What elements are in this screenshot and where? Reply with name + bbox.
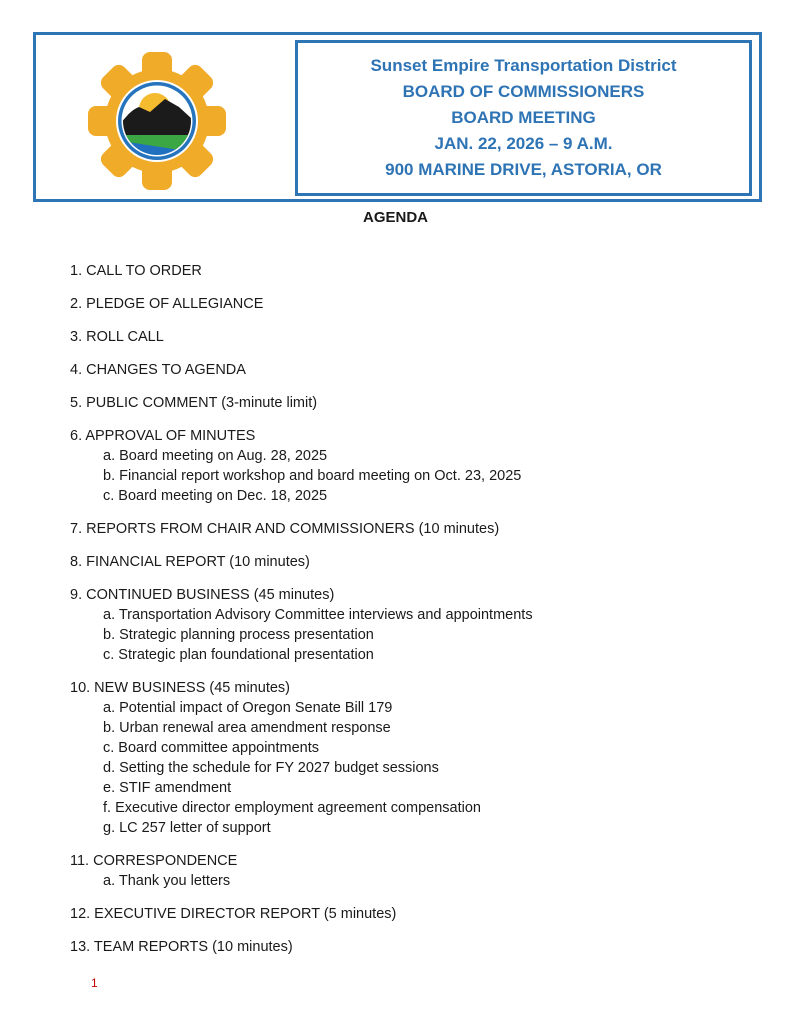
agenda-subitem: a. Thank you letters <box>103 873 231 889</box>
agenda-item-group <box>70 261 750 281</box>
agenda-subitem: c. Strategic plan foundational presentation <box>103 647 374 663</box>
agenda-item: 10. NEW BUSINESS (45 minutes) <box>70 680 290 696</box>
agenda-item: 5. PUBLIC COMMENT (3-minute limit) <box>70 395 318 411</box>
agenda-subitem: b. Strategic planning process presentation <box>103 627 374 643</box>
org-name-line: Sunset Empire Transportation District <box>370 56 677 75</box>
agenda-item-group <box>70 678 750 838</box>
agenda-title: AGENDA <box>362 209 428 226</box>
agenda-subitem: a. Potential impact of Oregon Senate Bill 179 <box>103 700 393 716</box>
agenda-item-group <box>70 519 750 539</box>
agenda-item-group <box>70 360 750 380</box>
agenda-item-group <box>70 426 750 506</box>
agenda-item: 2. PLEDGE OF ALLEGIANCE <box>70 296 264 312</box>
agenda-item: 13. TEAM REPORTS (10 minutes) <box>70 939 293 955</box>
agenda-subitem: b. Financial report workshop and board meeting on Oct. 23, 2025 <box>103 468 522 484</box>
agenda-item: 4. CHANGES TO AGENDA <box>70 362 246 378</box>
agenda-subitem: g. LC 257 letter of support <box>103 820 271 836</box>
agenda-subitem: a. Board meeting on Aug. 28, 2025 <box>103 448 328 464</box>
meeting-type-line: BOARD MEETING <box>451 108 596 127</box>
agenda-item-group <box>70 294 750 314</box>
agenda-item: 9. CONTINUED BUSINESS (45 minutes) <box>70 587 335 603</box>
agenda-item-group <box>70 585 750 665</box>
agenda-subitem: c. Board committee appointments <box>103 740 319 756</box>
meeting-info-box <box>295 40 752 196</box>
agenda-item: 6. APPROVAL OF MINUTES <box>70 428 256 444</box>
agenda-item-group <box>70 327 750 347</box>
agenda-item-group <box>70 393 750 413</box>
agenda-list <box>70 261 750 970</box>
agenda-item: 12. EXECUTIVE DIRECTOR REPORT (5 minutes) <box>70 906 397 922</box>
agenda-subitem: e. STIF amendment <box>103 780 232 796</box>
agenda-item-group <box>70 851 750 891</box>
date-time-line: JAN. 22, 2026 – 9 A.M. <box>434 134 613 153</box>
agenda-item: 3. ROLL CALL <box>70 329 164 345</box>
gear-landscape-logo-icon <box>86 51 228 191</box>
agenda-subitem: c. Board meeting on Dec. 18, 2025 <box>103 488 328 504</box>
board-line: BOARD OF COMMISSIONERS <box>402 82 645 101</box>
agenda-subitem: f. Executive director employment agreement compensation <box>103 800 481 816</box>
district-logo <box>86 51 228 191</box>
agenda-subitem: d. Setting the schedule for FY 2027 budget sessions <box>103 760 439 776</box>
agenda-item-group <box>70 552 750 572</box>
page-number: 1 <box>91 976 98 990</box>
agenda-item: 8. FINANCIAL REPORT (10 minutes) <box>70 554 310 570</box>
agenda-item-group <box>70 937 750 957</box>
agenda-item: 1. CALL TO ORDER <box>70 263 202 279</box>
agenda-item: 11. CORRESPONDENCE <box>70 853 238 869</box>
agenda-subitem: b. Urban renewal area amendment response <box>103 720 391 736</box>
agenda-subitem: a. Transportation Advisory Committee interviews and appointments <box>103 607 533 623</box>
agenda-item-group <box>70 904 750 924</box>
address-line: 900 MARINE DRIVE, ASTORIA, OR <box>385 160 662 179</box>
agenda-item: 7. REPORTS FROM CHAIR AND COMMISSIONERS (10 minutes) <box>70 521 500 537</box>
document-header <box>33 32 762 202</box>
